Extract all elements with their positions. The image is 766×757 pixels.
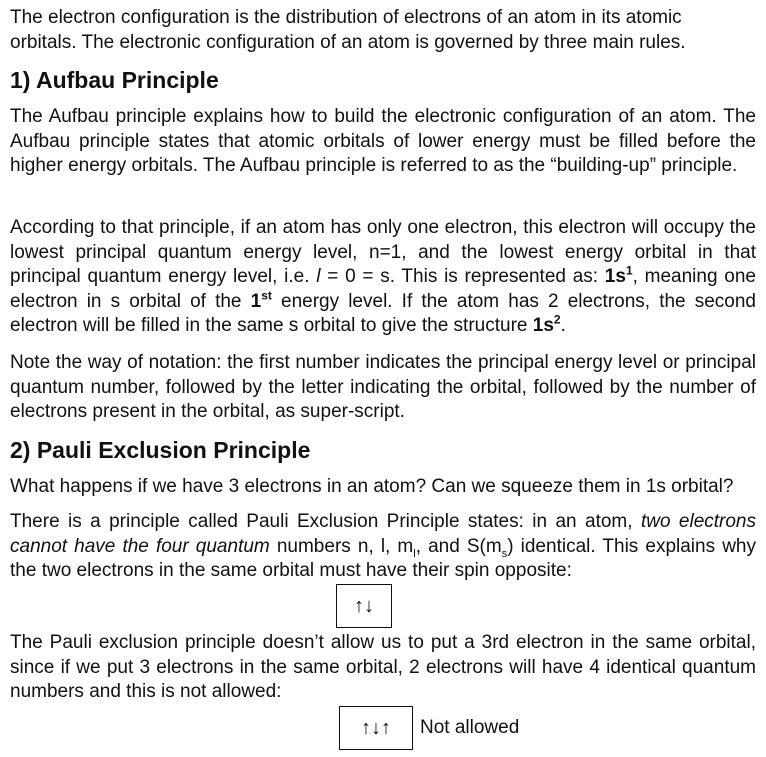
pauli-paragraph: There is a principle called Pauli Exclusion Principle states: in an atom, two electrons cannot have the four quantum numbers n, l, $m_l$, and $S(m_s)$ identical. This explains why the two electrons in the same orbital must have their spin opposite: bbox=[10, 511, 756, 582]
ordinal-1st: 1st bbox=[250, 288, 272, 312]
orbital-box-two-electrons bbox=[336, 584, 392, 628]
intro-paragraph bbox=[10, 6, 756, 55]
spin-arrows-icon: ↑↓↑ bbox=[361, 716, 391, 739]
config-1s1: $1s^1$ bbox=[604, 263, 633, 288]
section-2-heading: 2) Pauli Exclusion Principle bbox=[10, 437, 311, 463]
spin-arrows-icon: ↑↓ bbox=[354, 594, 374, 617]
intro-line-1: The electron configuration is the distribution of electrons of an atom in its atomic bbox=[10, 7, 682, 28]
aufbau-paragraph-1: The Aufbau principle explains how to build the electronic configuration of an atom. The Aufbau principle states that atomic orbitals of lower energy must be filled before the higher energy orbitals. The Aufbau principle is referred to as the “building-up” principle. bbox=[10, 106, 756, 177]
section-1-heading: 1) Aufbau Principle bbox=[10, 67, 219, 93]
azimuthal-symbol: l bbox=[316, 266, 321, 288]
pauli-question: What happens if we have 3 electrons in an atom? Can we squeeze them in 1s orbital? bbox=[10, 476, 734, 497]
not-allowed-label: Not allowed bbox=[420, 717, 520, 738]
orbital-box-three-electrons bbox=[339, 706, 413, 750]
pauli-exclusion-paragraph: The Pauli exclusion principle doesn’t allow us to put a 3rd electron in the same orbital, since if we put 3 electrons in the same orbital, 2 electrons will have 4 identical quantum numbers and this is not allowed: bbox=[10, 632, 756, 703]
config-1s2: $1s^2$ bbox=[532, 313, 561, 337]
italic-statement: two electrons cannot have the four quantum bbox=[10, 511, 756, 557]
intro-line-2: orbitals. The electronic configuration of an atom is governed by three main rules. bbox=[10, 31, 686, 53]
aufbau-paragraph-2: According to that principle, if an atom has only one electron, this electron will occupy the lowest principal quantum energy level, n=1, and the lowest energy orbital in that principal quantum energy level, i.e. l = 0 = s. This is represented as: $1s^1$, meaning one electron in s orbital of the 1st energy level. If the atom has 2 electrons, the second electron will be filled in the same s orbital to give the structure $1s^2$. bbox=[10, 217, 756, 337]
notation-paragraph: Note the way of notation: the first number indicates the principal energy level or principal quantum number, followed by the letter indicating the orbital, followed by the number of electrons present in the orbital, as super-script. bbox=[10, 352, 756, 423]
